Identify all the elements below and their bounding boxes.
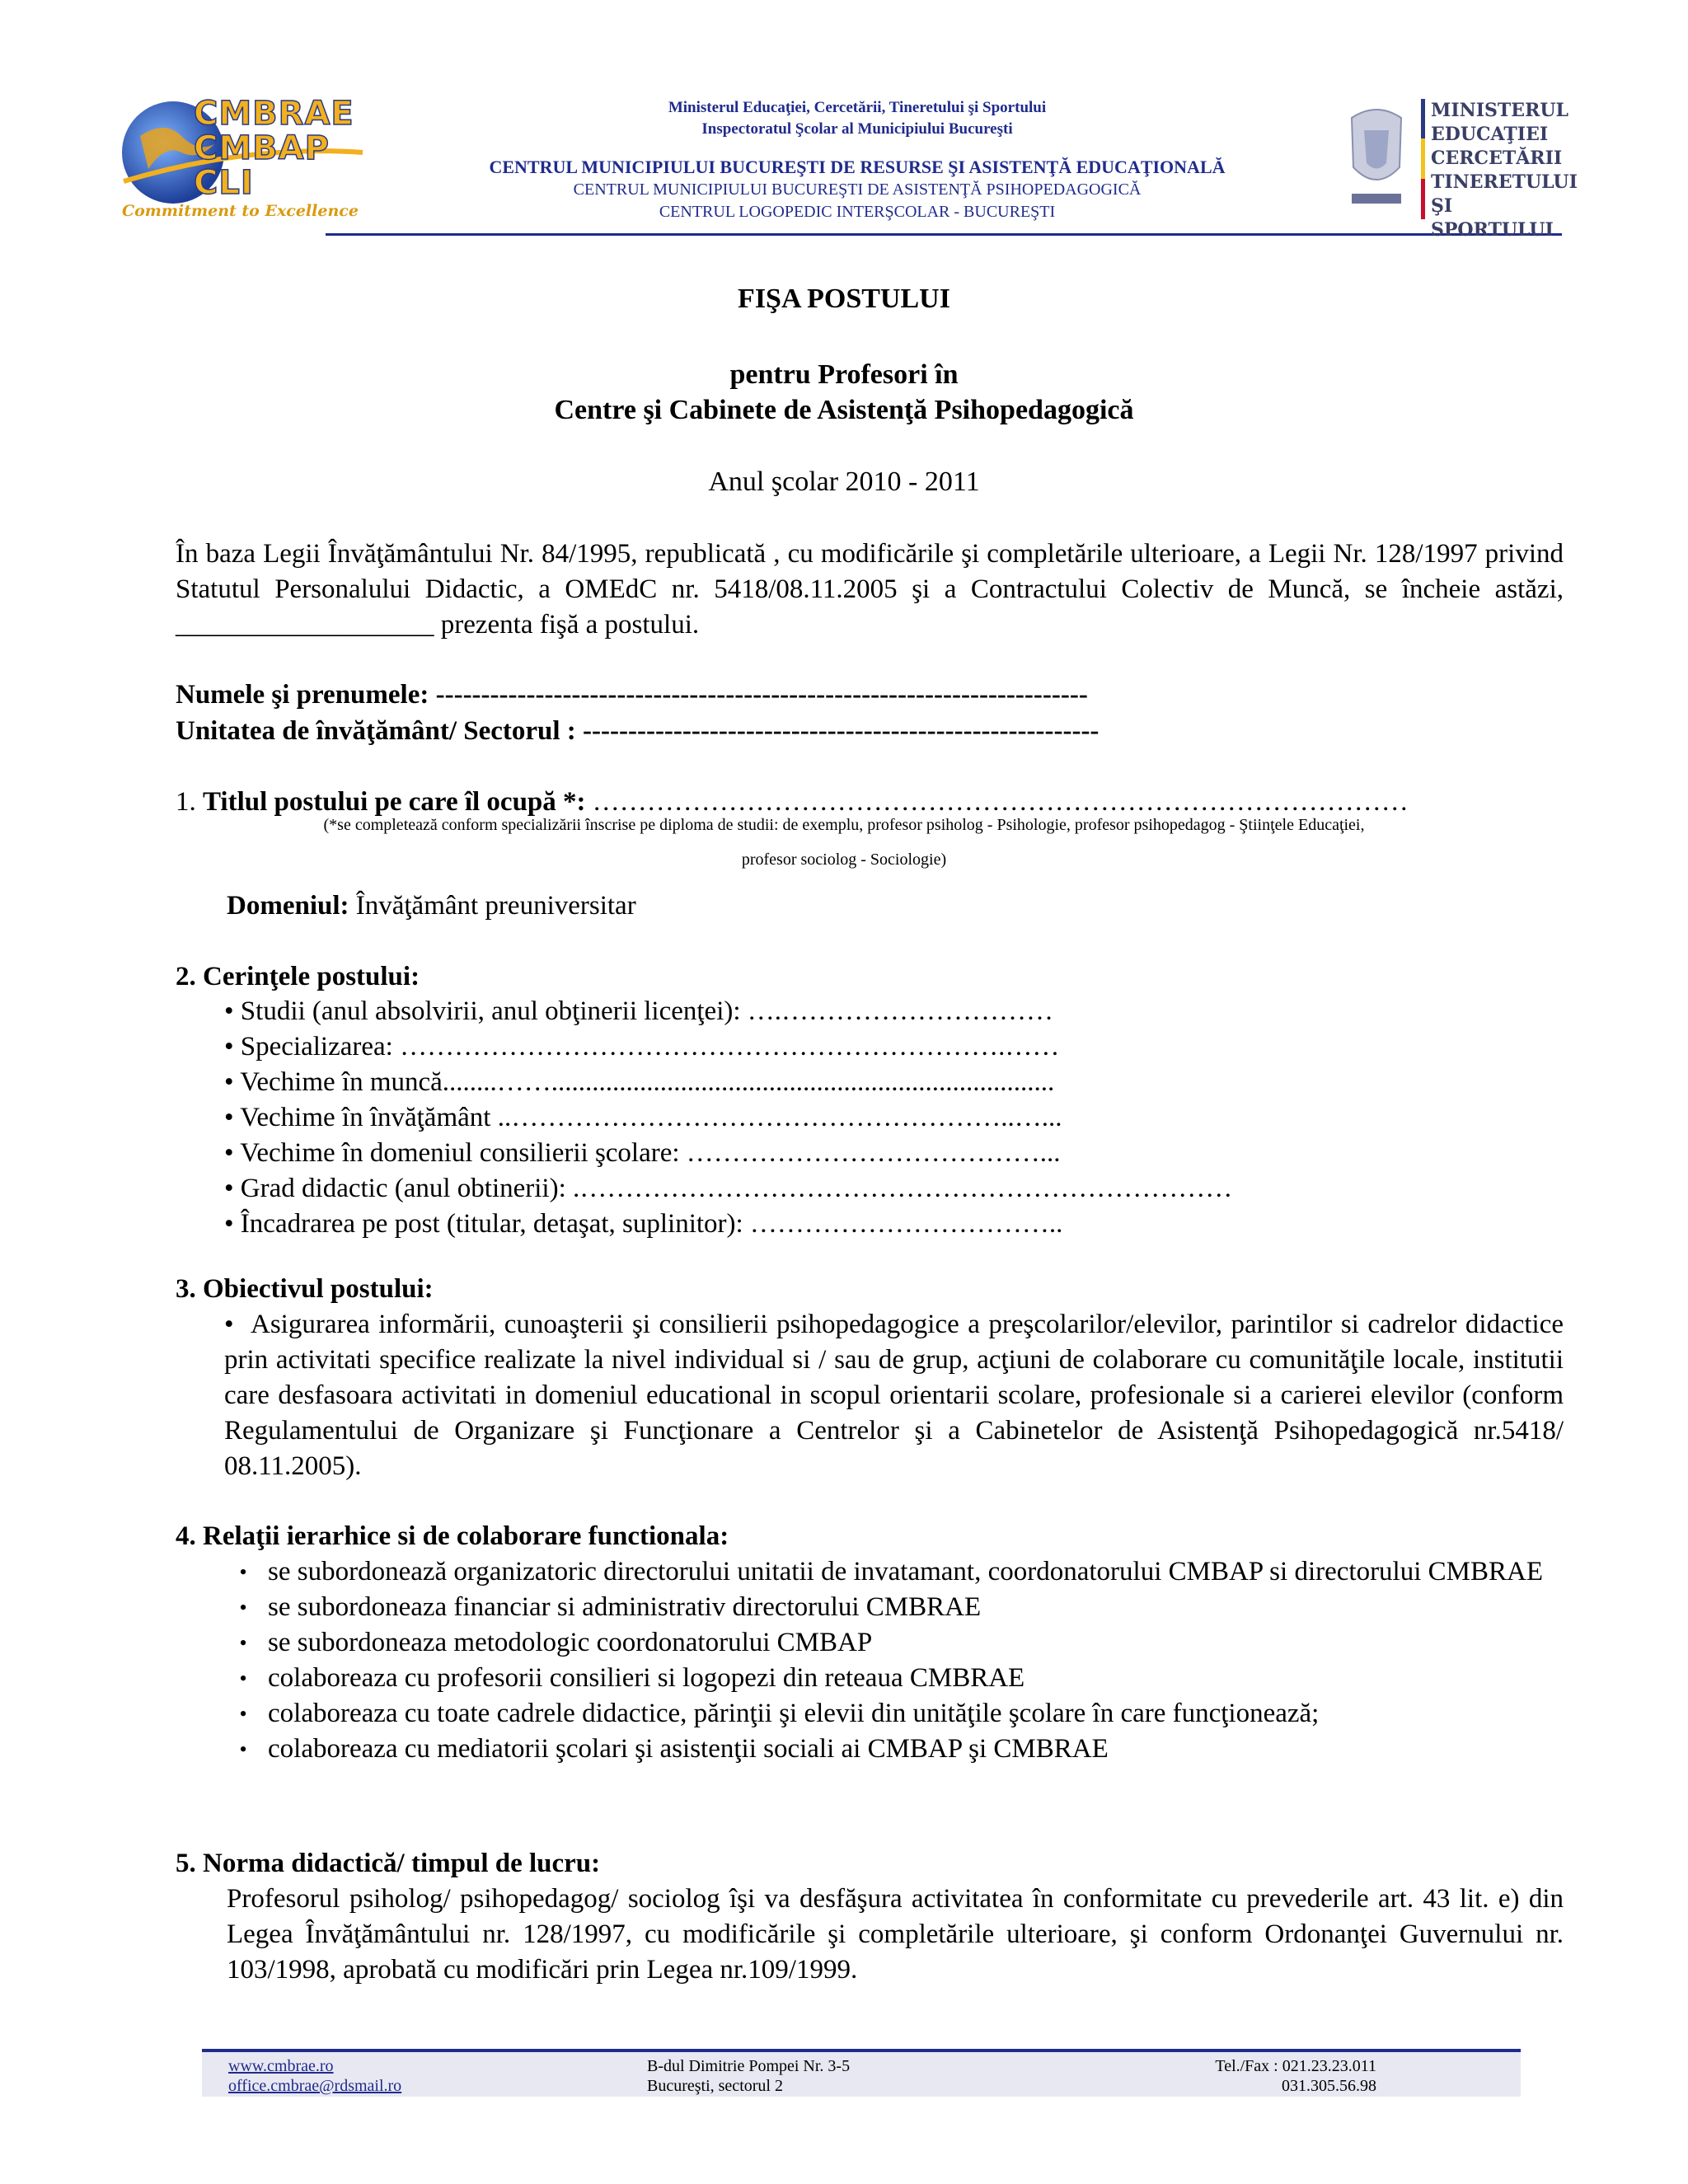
- bullet: •: [239, 1737, 247, 1761]
- bullet: •: [239, 1560, 247, 1584]
- ministry-logo-bars: [1421, 99, 1425, 219]
- workload-paragraph: Profesorul psiholog/ psihopedagog/ sociolog îşi va desfăşura activitatea în conformitate cu prevederile art. 43 lit. e) din Legea Învăţământului nr. 128/1997, cu modificările şi completările ulterioare, şi conform Ordonanţei Guvernului nr. 103/1998, aprobată cu modificări prin Legea nr.109/1999.: [227, 1884, 1564, 1985]
- section-1-number: 1.: [176, 787, 203, 817]
- logo-right: [1335, 97, 1578, 241]
- ministry-logo-line5: ŞI SPORTULUI: [1431, 195, 1554, 241]
- section-1-note-1: (*se completează conform specializării înscrise pe diploma de studii: de exemplu, profesor psiholog - Psihologie, profesor psihopedagog - Ştiinţele Educaţiei,: [323, 816, 1365, 834]
- document-subtitle-2: Centre şi Cabinete de Asistenţă Psihopedagogică: [554, 395, 1134, 425]
- objective-text-content: Asigurarea informării, cunoaşterii şi consilierii psihopedagogice a preşcolarilor/elevilor, parintilor si cadrelor didactice prin activitati specifice realizate la nivel individual si / sau de grup, acţiuni de colaborare cu comunităţile locale, institutii care desfasoara activitati in domeniul educational in scopul orientarii scolare, profesionale si a carierei elevilor (conform Regulamentului de Organizare şi Funcţionare a Centrelor şi a Cabinetelor de Asistenţă Psihopedagogică nr.5418/ 08.11.2005).: [224, 1310, 1564, 1481]
- requirement-item: • Vechime în învăţământ ..………………………………………………..…...: [224, 1103, 1062, 1132]
- relation-text: se subordoneaza metodologic coordonatorului CMBAP: [268, 1628, 873, 1657]
- domain-label: Domeniul:: [227, 891, 349, 921]
- logo-left-line1: CMBRAE: [194, 95, 354, 133]
- center-sub2-name: CENTRUL LOGOPEDIC INTERŞCOLAR - BUCUREŞTI: [659, 203, 1056, 221]
- relation-text: se subordonează organizatoric directorului unitatii de invatamant, coordonatorului CMBAP si directorului CMBRAE: [268, 1557, 1544, 1586]
- logo-left: [115, 95, 379, 227]
- bullet: •: [224, 1310, 234, 1339]
- footer-phone-1: Tel./Fax : 021.23.23.011: [1215, 2057, 1376, 2075]
- ministry-logo-line2: EDUCAŢIEI: [1431, 124, 1549, 145]
- section-2-title: 2. Cerinţele postului:: [176, 962, 420, 991]
- footer-address-1: B-dul Dimitrie Pompei Nr. 3-5: [647, 2057, 851, 2075]
- section-3-title: 3. Obiectivul postului:: [176, 1274, 434, 1304]
- requirement-item: • Specializarea: ………………………………………………………….……: [224, 1032, 1060, 1062]
- logo-left-tagline: Commitment to Excellence: [122, 202, 359, 220]
- domain-value: Învăţământ preuniversitar: [349, 891, 636, 921]
- list-item: [218, 1732, 1564, 1767]
- bullet: •: [239, 1702, 247, 1726]
- section-1-dots: ………………………………………………………………………………: [585, 787, 1409, 817]
- school-year: Anul şcolar 2010 - 2011: [708, 466, 980, 497]
- requirement-item: • Vechime în muncă........……..........................................................................: [224, 1067, 1055, 1097]
- requirement-item: • Vechime în domeniul consilierii şcolare: …………………………………...: [224, 1138, 1061, 1168]
- section-5-title: 5. Norma didactică/ timpul de lucru:: [176, 1849, 601, 1878]
- bullet: •: [239, 1631, 247, 1655]
- requirements-list: [224, 994, 1232, 1242]
- ministry-logo-line4: TINERETULUI: [1431, 171, 1578, 193]
- relation-text: colaboreaza cu toate cadrele didactice, părinţii şi elevii din unităţile şcolare în care funcţionează;: [268, 1699, 1320, 1728]
- footer-address-2: Bucureşti, sectorul 2: [647, 2077, 783, 2095]
- footer-phone-2: 031.305.56.98: [1282, 2077, 1376, 2095]
- list-item: [218, 1590, 1564, 1625]
- inspectorate-name: Inspectoratul Şcolar al Municipiului Bucureşti: [701, 120, 1013, 138]
- section-4-title: 4. Relaţii ierarhice si de colaborare functionala:: [176, 1521, 729, 1551]
- relation-text: colaboreaza cu mediatorii şcolari şi asistenţii sociali ai CMBAP şi CMBRAE: [268, 1734, 1109, 1764]
- requirement-item: • Studii (anul absolvirii, anul obţinerii licenţei): ….…………………………: [224, 996, 1054, 1026]
- objective-text: [224, 1307, 1564, 1484]
- ministry-logo-line3: CERCETĂRII: [1431, 148, 1563, 169]
- requirement-item: • Încadrarea pe post (titular, detaşat, suplinitor): ……………………………..: [224, 1209, 1063, 1239]
- list-item: [218, 1696, 1564, 1732]
- center-sub1-name: CENTRUL MUNICIPIULUI BUCUREŞTI DE ASISTENŢĂ PSIHOPEDAGOGICĂ: [573, 180, 1142, 199]
- name-field-line: Numele şi prenumele: ------------------------------------------------------------------------: [176, 680, 1088, 710]
- logo-left-line2: CMBAP: [194, 129, 330, 167]
- section-1-note-2: profesor sociolog - Sociologie): [741, 851, 947, 869]
- ministry-logo-line1: MINISTERUL: [1431, 100, 1569, 121]
- footer: [202, 2049, 1521, 2097]
- relations-list: [218, 1554, 1564, 1767]
- email-link[interactable]: office.cmbrae@rdsmail.ro: [228, 2077, 402, 2095]
- relation-text: colaboreaza cu profesorii consilieri si logopezi din reteaua CMBRAE: [268, 1663, 1025, 1693]
- ministry-name: Ministerul Educaţiei, Cercetării, Tineretului şi Sportului: [668, 99, 1047, 116]
- header-rule: [326, 233, 1562, 236]
- document-subtitle-1: pentru Profesori în: [729, 359, 959, 390]
- document-title: FIŞA POSTULUI: [738, 284, 950, 314]
- objective-item: [224, 1307, 1564, 1484]
- requirement-item: • Grad didactic (anul obtinerii): .………………………………………………………………: [224, 1174, 1233, 1203]
- logo-left-line3: CLI: [194, 164, 254, 202]
- bullet: •: [239, 1596, 247, 1619]
- list-item: [218, 1625, 1564, 1661]
- relation-text: se subordoneaza financiar si administrativ directorului CMBRAE: [268, 1592, 982, 1622]
- coat-of-arms-icon: [1335, 101, 1418, 217]
- intro-paragraph: În baza Legii Învăţământului Nr. 84/1995, republicată , cu modificările şi completările ulterioare, a Legii Nr. 128/1997 privind Statutul Personalului Didactic, a OMEdC nr. 5418/08.11.2005 şi a Contractului Colectiv de Muncă, se încheie astăzi, ___________________ prezenta fişă a postului.: [176, 539, 1564, 640]
- domain-line: [227, 888, 636, 924]
- section-1-label: Titlul postului pe care îl ocupă *:: [203, 787, 586, 817]
- crest-band-text: ROMANIA: [1362, 204, 1390, 210]
- bullet: •: [239, 1666, 247, 1690]
- list-item: [218, 1661, 1564, 1696]
- list-item: [218, 1554, 1564, 1590]
- center-main-name: CENTRUL MUNICIPIULUI BUCUREŞTI DE RESURSE ŞI ASISTENŢĂ EDUCAŢIONALĂ: [489, 157, 1226, 177]
- website-link[interactable]: www.cmbrae.ro: [228, 2057, 334, 2075]
- unit-field-line: Unitatea de învăţământ/ Sectorul : ---------------------------------------------------------: [176, 716, 1100, 746]
